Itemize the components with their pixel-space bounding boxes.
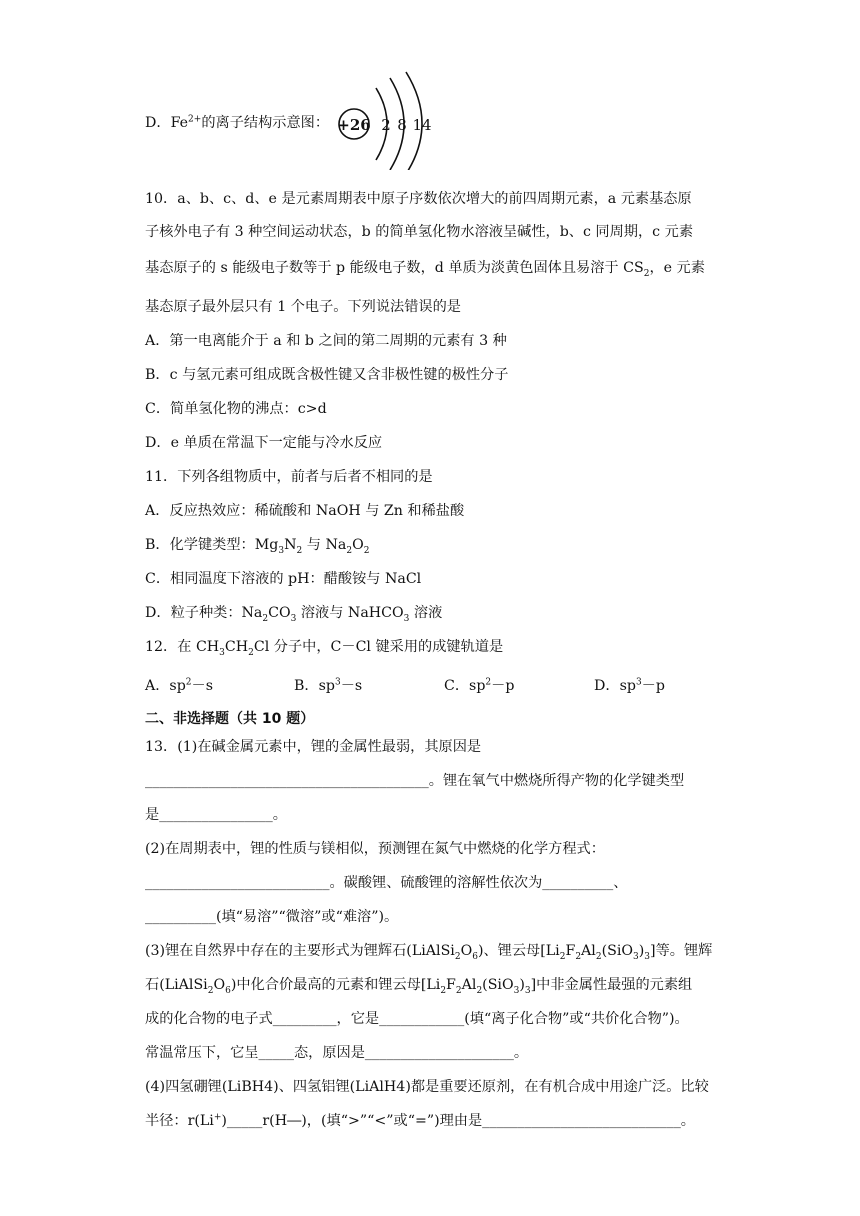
superscript: 2 [185, 677, 192, 688]
superscript: 3 [635, 677, 642, 688]
subscript: 2 [346, 545, 353, 556]
q13-part1-line-3: 是________________。 [145, 807, 287, 823]
q10-line-3-pre: 基态原子的 s 能级电子数等于 p 能级电子数，d 单质为淡黄色固体且易溶于 CS [145, 260, 644, 276]
shell-1-electrons: 2 [381, 116, 391, 134]
q10-stem-line-4: 基态原子最外层只有 1 个电子。下列说法错误的是 [145, 299, 461, 315]
text-seg: O [213, 977, 226, 993]
q13-part1-line-1: 13．(1)在碱金属元素中，锂的金属性最弱，其原因是 [145, 739, 482, 755]
q9-option-d [145, 113, 329, 133]
text-seg: A．sp [145, 678, 186, 694]
text-seg: )_____r(H―)，(填“>”“<”或“=”)理由是____________________________。 [221, 1113, 695, 1129]
subscript: 2 [262, 613, 269, 624]
q13-part2-line-2: __________________________。碳酸锂、硫酸锂的溶解性依次为__________、 [145, 875, 628, 891]
q13-part3-line-3: 成的化合物的电子式_________，它是____________(填“离子化合物”或“共价化合物”)。 [145, 1011, 689, 1027]
text-seg: )、锂云母[Li [477, 943, 560, 959]
subscript: 2 [296, 545, 303, 556]
text-seg: Al [581, 943, 596, 959]
subscript: 2 [595, 951, 602, 962]
subscript: 3 [403, 613, 410, 624]
subscript: 2 [440, 985, 447, 996]
superscript: 2 [485, 677, 492, 688]
subscript: 2 [207, 985, 214, 996]
subscript: 3 [219, 647, 225, 658]
subscript: 3 [290, 613, 297, 624]
subscript: 2 [575, 951, 582, 962]
text-seg: B．sp [294, 678, 335, 694]
text-seg: －s [340, 678, 363, 694]
q9-option-d-suffix: 的离子结构示意图： [201, 115, 330, 131]
q12-option-b [294, 676, 362, 696]
q11-stem: 11．下列各组物质中，前者与后者不相同的是 [145, 469, 433, 485]
q13-part3-line-4: 常温常压下，它呈_____态，原因是_____________________。 [145, 1045, 529, 1061]
text-seg: CH [224, 639, 249, 655]
q13-part2-line-3: __________(填“易溶”“微溶”或“难溶”)。 [145, 909, 399, 925]
text-seg: ) [519, 977, 525, 993]
subscript: 6 [225, 985, 231, 996]
q10-option-a: A．第一电离能介于 a 和 b 之间的第二周期的元素有 3 种 [145, 333, 507, 349]
text-seg: Al [461, 977, 477, 993]
text-seg: (SiO [601, 943, 634, 959]
text-seg: －p [641, 678, 665, 694]
text-seg: O [352, 537, 364, 553]
q13-part4-line-1: (4)四氢硼锂(LiBH4)、四氢铝锂(LiAlH4)都是重要还原剂，在有机合成中用途广泛。比较 [145, 1079, 709, 1095]
text-seg: 与 Na [302, 537, 347, 553]
q10-option-b: B．c 与氢元素可组成既含极性键又含非极性键的极性分子 [145, 367, 509, 383]
q11-option-b [145, 535, 369, 555]
subscript: 2 [363, 545, 370, 556]
text-seg: 溶液 [409, 605, 443, 621]
fe-ion-structure-diagram [336, 70, 446, 170]
q10-stem-line-3 [145, 258, 705, 278]
text-seg: ) [638, 943, 645, 959]
subscript: 6 [472, 951, 478, 962]
subscript: 3 [513, 985, 520, 996]
text-seg: ]中非金属性最强的元素组 [530, 977, 693, 993]
shell-3-electrons: 14 [412, 116, 432, 134]
subscript: 2 [455, 985, 462, 996]
text-seg: －p [491, 678, 515, 694]
section-2-heading: 二、非选择题（共 10 题） [145, 711, 315, 727]
text-seg: －s [191, 678, 213, 694]
q11-option-c: C．相同温度下溶液的 pH：醋酸铵与 NaCl [145, 571, 422, 587]
text-seg: CO [268, 605, 291, 621]
subscript: 3 [524, 985, 531, 996]
q11-option-a: A．反应热效应：稀硫酸和 NaOH 与 Zn 和稀盐酸 [145, 503, 465, 519]
text-seg: 12．在 CH [145, 639, 220, 655]
q10-stem-line-2: 子核外电子有 3 种空间运动状态，b 的简单氢化物水溶液呈碱性，b、c 同周期，c 元素 [145, 224, 694, 240]
q10-option-d: D．e 单质在常温下一定能与冷水反应 [145, 435, 383, 451]
subscript: 2 [454, 951, 461, 962]
text-seg: 溶液与 NaHCO [296, 605, 404, 621]
text-seg: C．sp [444, 678, 486, 694]
subscript: 2 [248, 647, 254, 658]
q11-option-d [145, 603, 442, 623]
q12-option-d [594, 676, 665, 696]
q13-part3-line-1 [145, 941, 712, 961]
subscript: 2 [476, 985, 483, 996]
text-seg: N [284, 537, 297, 553]
text-seg: Cl 分子中，C－Cl 键采用的成键轨道是 [253, 639, 504, 655]
text-seg: 石(LiAlSi [145, 977, 208, 993]
text-seg: (3)锂在自然界中存在的主要形式为锂辉石(LiAlSi [145, 943, 455, 959]
q10-option-c: C．简单氢化物的沸点：c>d [145, 401, 327, 417]
shell-2-electrons: 8 [397, 116, 407, 134]
q10-stem-line-1: 10．a、b、c、d、e 是元素周期表中原子序数依次增大的前四周期元素，a 元素基态原 [145, 191, 692, 207]
q12-stem [145, 637, 503, 657]
q13-part3-line-2 [145, 975, 692, 995]
text-seg: F [446, 977, 456, 993]
superscript: 3 [334, 677, 341, 688]
nucleus-charge-text: +26 [337, 116, 371, 134]
text-seg: D．粒子种类：Na [145, 605, 263, 621]
text-seg: B．化学键类型：Mg [145, 537, 279, 553]
q13-part2-line-1: (2)在周期表中，锂的性质与镁相似，预测锂在氮气中燃烧的化学方程式： [145, 841, 605, 857]
q13-part1-line-2: ________________________________________。锂在氧气中燃烧所得产物的化学键类型 [145, 773, 685, 789]
text-seg: 半径：r(Li [145, 1113, 214, 1129]
q9-option-d-charge: 2+ [188, 114, 202, 125]
text-seg: O [460, 943, 473, 959]
text-seg: ]等。锂辉 [650, 943, 713, 959]
subscript: 3 [644, 951, 651, 962]
text-seg: )中化合价最高的元素和锂云母[Li [230, 977, 441, 993]
subscript: 3 [278, 545, 285, 556]
subscript: 2 [559, 951, 566, 962]
q12-option-a [145, 676, 213, 696]
q10-line-3-post: ，e 元素 [649, 260, 705, 276]
text-seg: D．sp [594, 678, 636, 694]
q13-part4-line-2 [145, 1111, 695, 1131]
subscript: 3 [633, 951, 639, 962]
q9-option-d-prefix: D．Fe [145, 115, 189, 131]
q10-line-3-sub: 2 [643, 268, 650, 279]
text-seg: F [565, 943, 576, 959]
q12-option-c [444, 676, 514, 696]
text-seg: (SiO [482, 977, 514, 993]
superscript: + [213, 1112, 222, 1123]
